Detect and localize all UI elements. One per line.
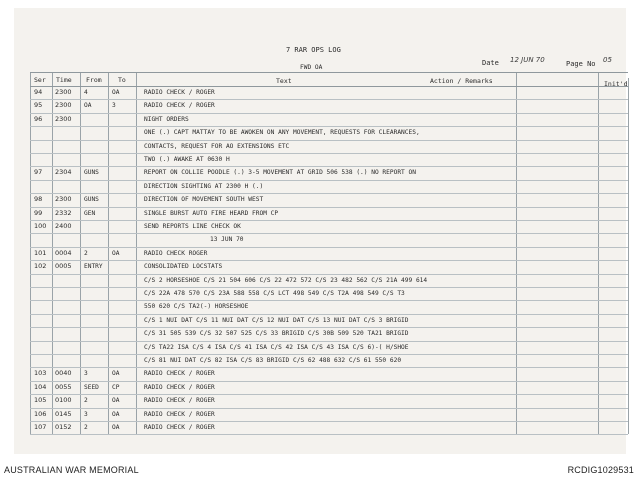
date-label: Date bbox=[482, 59, 499, 67]
row-from: 2 bbox=[84, 397, 88, 405]
log-subtitle: FWD OA bbox=[300, 64, 323, 71]
row-from: 2 bbox=[84, 424, 88, 431]
row-to: CP bbox=[112, 383, 120, 391]
row-text: C/S 81 NUI DAT C/S 82 ISA C/S 83 BRIGID C/S 62 488 632 C/S 61 550 620 bbox=[144, 357, 402, 364]
row-rule bbox=[30, 287, 628, 288]
row-rule bbox=[30, 421, 628, 422]
row-from: 3 bbox=[84, 410, 88, 418]
column-header-action: Action / Remarks bbox=[430, 77, 493, 85]
column-rule bbox=[628, 78, 629, 434]
row-text: C/S 31 505 539 C/S 32 507 525 C/S 33 BRIGID C/S 30B 509 520 TA21 BRIGID bbox=[144, 330, 409, 338]
row-to: 3 bbox=[112, 102, 116, 110]
row-from: 2 bbox=[84, 249, 88, 257]
column-header-from: From bbox=[86, 76, 102, 84]
row-rule bbox=[30, 126, 628, 127]
row-to: OA bbox=[112, 410, 120, 418]
row-from: SEED bbox=[84, 383, 99, 391]
row-ser: 94 bbox=[34, 88, 43, 96]
row-from: 3 bbox=[84, 370, 88, 378]
row-text: C/S 1 NUI DAT C/S 11 NUI DAT C/S 12 NUI DAT C/S 13 NUI DAT C/S 3 BRIGID bbox=[144, 316, 409, 324]
row-text: DIRECTION SIGHTING AT 2300 H (.) bbox=[144, 182, 264, 190]
row-time: 0055 bbox=[55, 382, 72, 391]
row-time: 2400 bbox=[55, 222, 72, 230]
row-time: 0040 bbox=[55, 369, 72, 378]
row-text: RADIO CHECK ROGER bbox=[144, 249, 208, 257]
row-text: RADIO CHECK / ROGER bbox=[144, 410, 215, 418]
row-rule bbox=[30, 260, 628, 261]
row-from: 4 bbox=[84, 89, 88, 96]
row-rule bbox=[30, 434, 628, 435]
row-to: OA bbox=[112, 370, 120, 378]
page-label: Page No bbox=[566, 60, 596, 68]
row-from: OA bbox=[84, 102, 92, 110]
row-ser: 107 bbox=[34, 423, 47, 431]
column-header-to: To bbox=[118, 76, 126, 84]
row-ser: 101 bbox=[34, 248, 47, 257]
row-rule bbox=[30, 354, 628, 355]
row-time: 0004 bbox=[55, 248, 72, 257]
row-rule bbox=[30, 72, 628, 73]
row-rule bbox=[30, 274, 628, 275]
row-ser: 95 bbox=[34, 101, 43, 110]
row-rule bbox=[30, 341, 628, 342]
row-ser: 100 bbox=[34, 222, 47, 230]
row-to: OA bbox=[112, 397, 120, 405]
row-text: SEND REPORTS LINE CHECK OK bbox=[144, 223, 241, 230]
row-text: C/S 2 HORSESHOE C/S 21 504 606 C/S 22 472 572 C/S 23 482 562 C/S 21A 499 614 bbox=[144, 276, 428, 284]
row-text: RADIO CHECK / ROGER bbox=[144, 89, 215, 96]
row-ser: 102 bbox=[34, 262, 47, 271]
row-from: GUNS bbox=[84, 196, 99, 204]
row-time: 2300 bbox=[55, 88, 72, 96]
log-title: 7 RAR OPS LOG bbox=[286, 46, 341, 54]
row-from: ENTRY bbox=[84, 263, 103, 271]
row-text: SINGLE BURST AUTO FIRE HEARD FROM CP bbox=[144, 209, 279, 217]
date-value: 12 JUN 70 bbox=[510, 56, 545, 64]
row-rule bbox=[30, 233, 628, 234]
row-time: 2304 bbox=[55, 168, 72, 177]
row-rule bbox=[30, 327, 628, 328]
row-text: RADIO CHECK / ROGER bbox=[144, 397, 215, 405]
row-rule bbox=[30, 394, 628, 395]
row-ser: 98 bbox=[34, 195, 43, 204]
row-ser: 103 bbox=[34, 369, 47, 378]
row-text: 13 JUN 70 bbox=[210, 236, 244, 244]
row-rule bbox=[30, 113, 628, 114]
row-text: RADIO CHECK / ROGER bbox=[144, 102, 215, 110]
row-from: GUNS bbox=[84, 169, 99, 177]
row-rule bbox=[30, 381, 628, 382]
row-time: 0100 bbox=[55, 396, 72, 405]
row-text: C/S 22A 478 570 C/S 23A 588 558 C/S LCT 498 549 C/S T2A 498 549 C/S T3 bbox=[144, 290, 405, 297]
row-rule bbox=[30, 207, 628, 208]
row-text: RADIO CHECK / ROGER bbox=[144, 424, 215, 431]
row-text: NIGHT ORDERS bbox=[144, 115, 189, 123]
row-to: OA bbox=[112, 89, 120, 96]
row-ser: 99 bbox=[34, 208, 43, 217]
row-text: REPORT ON COLLIE POODLE (.) 3-5 MOVEMENT AT GRID 506 538 (.) NO REPORT ON bbox=[144, 169, 416, 177]
row-rule bbox=[30, 300, 628, 301]
row-rule bbox=[30, 180, 628, 181]
row-text: CONSOLIDATED LOCSTATS bbox=[144, 263, 223, 271]
column-header-text: Text bbox=[276, 77, 292, 85]
row-time: 0145 bbox=[55, 409, 72, 418]
log-sheet bbox=[14, 8, 626, 454]
row-rule bbox=[30, 86, 628, 87]
row-text: DIRECTION OF MOVEMENT SOUTH WEST bbox=[144, 196, 264, 204]
row-time: 0005 bbox=[55, 262, 72, 271]
column-header-initials: Init'd bbox=[604, 80, 628, 88]
column-header-ser: Ser bbox=[34, 76, 46, 84]
column-header-time: Time bbox=[56, 76, 72, 84]
row-ser: 96 bbox=[34, 114, 43, 123]
row-to: OA bbox=[112, 424, 120, 431]
archive-credit: AUSTRALIAN WAR MEMORIAL bbox=[4, 465, 139, 475]
row-ser: 106 bbox=[34, 409, 47, 418]
row-ser: 97 bbox=[34, 168, 43, 177]
row-text: RADIO CHECK / ROGER bbox=[144, 383, 215, 391]
row-rule bbox=[30, 140, 628, 141]
row-ser: 105 bbox=[34, 396, 47, 405]
row-time: 2332 bbox=[55, 208, 72, 217]
row-rule bbox=[30, 99, 628, 100]
row-rule bbox=[30, 166, 628, 167]
row-text: TWO (.) AWAKE AT 0630 H bbox=[144, 156, 230, 163]
archive-reference: RCDIG1029531 bbox=[567, 465, 634, 475]
row-rule bbox=[30, 314, 628, 315]
row-rule bbox=[30, 153, 628, 154]
row-rule bbox=[30, 193, 628, 194]
row-text: RADIO CHECK / ROGER bbox=[144, 370, 215, 378]
row-rule bbox=[30, 408, 628, 409]
row-to: OA bbox=[112, 249, 120, 257]
row-rule bbox=[30, 367, 628, 368]
row-rule bbox=[30, 220, 628, 221]
row-ser: 104 bbox=[34, 382, 47, 391]
row-time: 0152 bbox=[55, 423, 72, 431]
row-text: CONTACTS, REQUEST FOR AO EXTENSIONS ETC bbox=[144, 142, 290, 150]
row-rule bbox=[30, 247, 628, 248]
row-time: 2300 bbox=[55, 195, 72, 204]
page-value: 05 bbox=[603, 56, 612, 64]
row-time: 2300 bbox=[55, 114, 72, 123]
row-time: 2300 bbox=[55, 101, 72, 110]
row-text: C/S TA22 ISA C/S 4 ISA C/S 41 ISA C/S 42 ISA C/S 43 ISA C/S 6)-( H/SHOE bbox=[144, 343, 409, 351]
row-text: 550 620 C/S TA2(-) HORSESHOE bbox=[144, 303, 249, 311]
row-from: GEN bbox=[84, 209, 96, 217]
row-text: ONE (.) CAPT MATTAY TO BE AWOKEN ON ANY MOVEMENT, REQUESTS FOR CLEARANCES, bbox=[144, 129, 420, 137]
